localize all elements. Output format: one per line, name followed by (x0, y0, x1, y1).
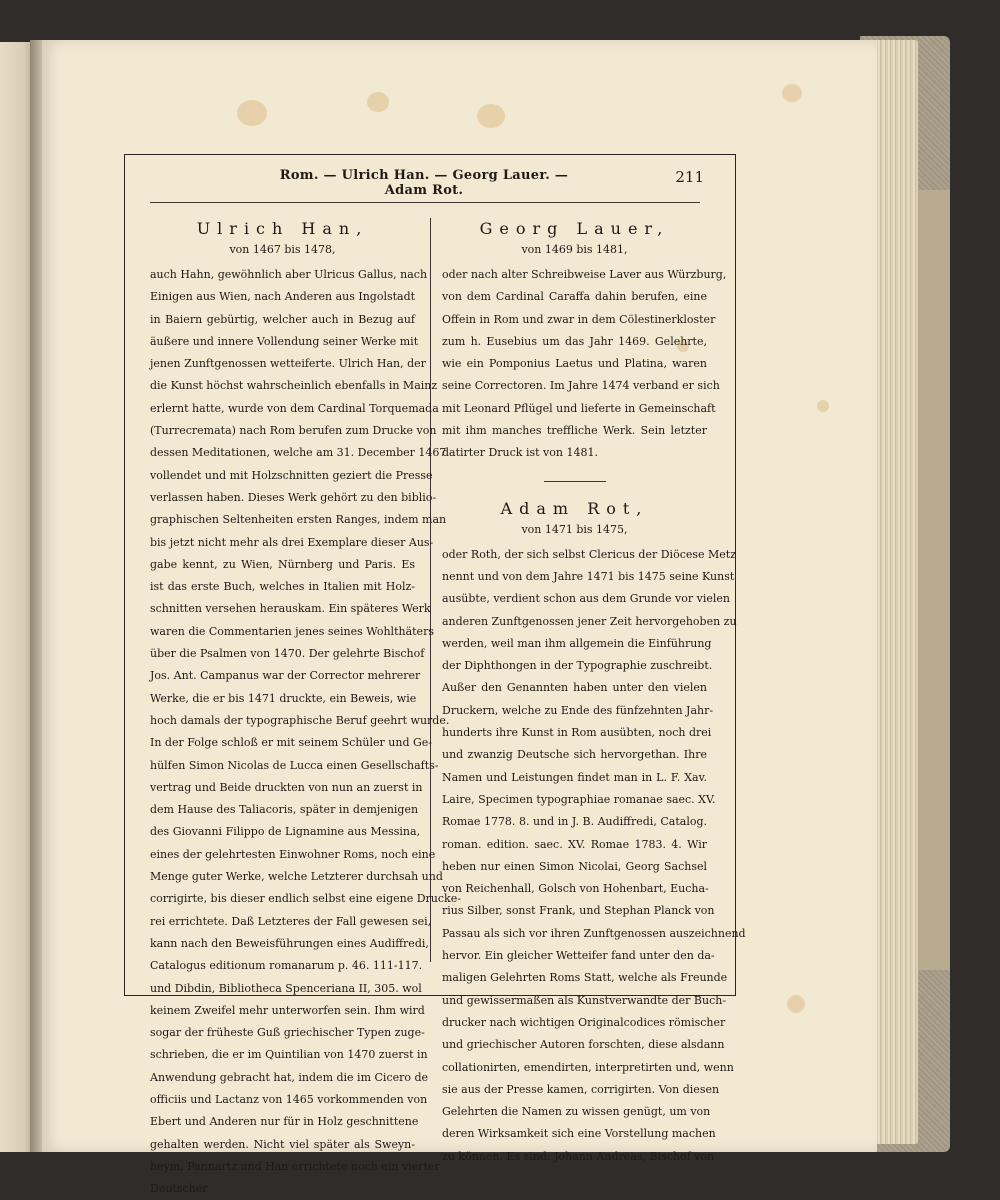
right-column (442, 216, 746, 1168)
header-rule (150, 202, 700, 203)
text-line: äußere und innere Vollendung seiner Werke mit (150, 334, 419, 348)
text-line: mit ihm manches treffliche Werk. Sein letzter (442, 424, 707, 438)
left-column (150, 216, 461, 1200)
text-line: nennt und von dem Jahre 1471 bis 1475 seine Kunst (442, 569, 735, 583)
text-line: der Diphthongen in der Typographie zuschreibt. (442, 659, 713, 673)
text-line: drucker nach wichtigen Originalcodices römischer (442, 1015, 726, 1029)
text-line: und gewissermaßen als Kunstverwandte der Buch- (442, 993, 727, 1007)
section-divider (544, 481, 606, 482)
text-line: erlernt hatte, wurde von dem Cardinal Torquemada (150, 401, 439, 415)
text-line: schrieben, die er im Quintilian von 1470 zuerst in (150, 1048, 428, 1062)
text-line: von Reichenhall, Golsch von Hohenbart, Eucha- (442, 882, 709, 896)
text-line: heben nur einen Simon Nicolai, Georg Sachsel (442, 859, 707, 873)
text-line: dem Hause des Taliacoris, später in demjenigen (150, 803, 419, 817)
text-line: die Kunst höchst wahrscheinlich ebenfalls in Mainz (150, 379, 438, 393)
georg-lauer-text (442, 264, 727, 465)
text-line: Menge guter Werke, welche Letzterer durchsah und (150, 870, 443, 884)
text-line: hülfen Simon Nicolas de Lucca einen Gesellschafts- (150, 758, 439, 772)
section-dates-ulrich-han: von 1467 bis 1478, (229, 243, 336, 256)
section-dates-georg-lauer: von 1469 bis 1481, (521, 243, 628, 256)
text-line: seine Correctoren. Im Jahre 1474 verband er sich (442, 379, 720, 393)
text-line: waren die Commentarien jenes seines Wohlthäters (150, 624, 434, 638)
text-line: datirter Druck ist von 1481. (442, 446, 598, 460)
text-line: mit Leonard Pflügel und lieferte in Gemeinschaft (442, 401, 716, 415)
text-line: anderen Zunftgenossen jener Zeit hervorgehoben zu (442, 614, 737, 628)
text-line: rei errichtete. Daß Letzteres der Fall gewesen sei, (150, 914, 432, 928)
text-line: jenen Zunftgenossen wetteiferte. Ulrich Han, der (150, 357, 426, 371)
text-line: collationirten, emendirten, interpretirten und, wenn (442, 1060, 734, 1074)
text-line: vollendet und mit Holzschnitten geziert die Presse (150, 468, 433, 482)
text-line: gehalten werden. Nicht viel später als Sweyn- (150, 1137, 415, 1151)
adam-rot-text (442, 544, 746, 1168)
page-number: 211 (675, 168, 704, 186)
cover-corner (918, 190, 950, 970)
text-line: hervor. Ein gleicher Wetteifer fand unter den da- (442, 949, 715, 963)
text-line: und zwanzig Deutsche sich hervorgethan. Ihre (442, 748, 707, 762)
section-heading-georg-lauer: Georg Lauer, (479, 219, 670, 238)
text-line: Laire, Specimen typographiae romanae saec. XV. (442, 792, 716, 806)
text-line: Werke, die er bis 1471 druckte, ein Beweis, wie (150, 691, 417, 705)
text-line: und Dibdin, Bibliotheca Spenceriana II, 305. wol (150, 981, 422, 995)
text-line: ausübte, verdient schon aus dem Grunde vor vielen (442, 592, 730, 606)
text-line: (Turrecremata) nach Rom berufen zum Drucke von (150, 424, 437, 438)
text-line: Einigen aus Wien, nach Anderen aus Ingolstadt (150, 290, 416, 304)
running-head (124, 168, 736, 198)
text-line: von dem Cardinal Caraffa dahin berufen, eine (442, 290, 707, 304)
text-line: des Giovanni Filippo de Lignamine aus Messina, (150, 825, 421, 839)
text-line: Gelehrten die Namen zu wissen genügt, um von (442, 1105, 711, 1119)
section-heading-ulrich-han: Ulrich Han, (196, 219, 369, 238)
text-line: In der Folge schloß er mit seinem Schüler und Ge- (150, 736, 433, 750)
text-line: ist das erste Buch, welches in Italien mit Holz- (150, 580, 415, 594)
text-line: hoch damals der typographische Beruf geehrt wurde. (150, 713, 450, 727)
text-line: Ebert und Anderen nur für in Holz geschnittene (150, 1115, 419, 1129)
text-line: maligen Gelehrten Roms Statt, welche als Freunde (442, 971, 728, 985)
text-line: roman. edition. saec. XV. Romae 1783. 4. Wir (442, 837, 707, 851)
text-line: über die Psalmen von 1470. Der gelehrte Bischof (150, 647, 425, 661)
text-line: heym, Pannartz und Han errichtete noch ein vierter (150, 1159, 440, 1173)
text-line: Catalogus editionum romanarum p. 46. 111-117. (150, 959, 423, 973)
text-line: und griechischer Autoren forschten, diese alsdann (442, 1038, 725, 1052)
text-line: officiis und Lactanz von 1465 vorkommenden von (150, 1092, 428, 1106)
text-line: Außer den Genannten haben unter den vielen (442, 681, 707, 695)
text-line: deren Wirksamkeit sich eine Vorstellung machen (442, 1127, 716, 1141)
text-line: gabe kennt, zu Wien, Nürnberg und Paris. Es (150, 557, 415, 571)
text-line: verlassen haben. Dieses Werk gehört zu den biblio- (150, 490, 437, 504)
text-line: sie aus der Presse kamen, corrigirten. Von diesen (442, 1082, 720, 1096)
text-line: graphischen Seltenheiten ersten Ranges, indem man (150, 513, 447, 527)
text-line: Jos. Ant. Campanus war der Corrector mehrerer (150, 669, 421, 683)
text-line: bis jetzt nicht mehr als drei Exemplare dieser Aus- (150, 535, 434, 549)
text-line: schnitten versehen herauskam. Ein späteres Werk (150, 602, 431, 616)
text-line: kann nach den Beweisführungen eines Audiffredi, (150, 936, 429, 950)
text-line: Druckern, welche zu Ende des fünfzehnten Jahr- (442, 703, 714, 717)
text-line: Deutscher (150, 1182, 208, 1196)
section-heading-adam-rot: Adam Rot, (500, 498, 649, 518)
text-line: auch Hahn, gewöhnlich aber Ulricus Gallus, nach (150, 268, 428, 281)
text-line: corrigirte, bis dieser endlich selbst eine eigene Drucke- (150, 892, 461, 906)
text-line: zu können. Es sind: Johann Andreas, Bischof von (442, 1149, 715, 1163)
text-line: hunderts ihre Kunst in Rom ausübten, noch drei (442, 726, 712, 740)
text-line: Offein in Rom und zwar in dem Cölestinerkloster (442, 312, 716, 326)
text-line: sogar der früheste Guß griechischer Typen zuge- (150, 1026, 425, 1040)
text-line: werden, weil man ihm allgemein die Einführung (442, 636, 712, 650)
text-line: eines der gelehrtesten Einwohner Roms, noch eine (150, 847, 436, 861)
text-line: wie ein Pomponius Laetus und Platina, waren (442, 357, 707, 371)
text-line: keinem Zweifel mehr unterworfen sein. Ihm wird (150, 1003, 425, 1017)
text-line: zum h. Eusebius um das Jahr 1469. Gelehrte, (442, 334, 707, 348)
text-line: rius Silber, sonst Frank, und Stephan Planck von (442, 904, 715, 918)
text-line: vertrag und Beide druckten von nun an zuerst in (150, 780, 423, 794)
running-title: Rom. — Ulrich Han. — Georg Lauer. — Adam Rot. (279, 168, 569, 198)
text-line: Namen und Leistungen findet man in L. F. Xav. (442, 770, 707, 784)
text-line: in Baiern gebürtig, welcher auch in Bezug auf (150, 312, 415, 326)
text-line: Passau als sich vor ihren Zunftgenossen auszeichnend (442, 926, 746, 940)
text-line: Anwendung gebracht hat, indem die im Cicero de (150, 1070, 429, 1084)
left-body-text (150, 264, 461, 1200)
text-line: dessen Meditationen, welche am 31. December 1467 (150, 446, 447, 460)
section-dates-adam-rot: von 1471 bis 1475, (521, 522, 628, 536)
text-line: oder nach alter Schreibweise Laver aus Würzburg, (442, 268, 727, 281)
facing-page-edge (0, 42, 34, 1152)
text-line: oder Roth, der sich selbst Clericus der Diöcese Metz (442, 547, 737, 561)
text-line: Romae 1778. 8. und in J. B. Audiffredi, Catalog. (442, 815, 707, 829)
